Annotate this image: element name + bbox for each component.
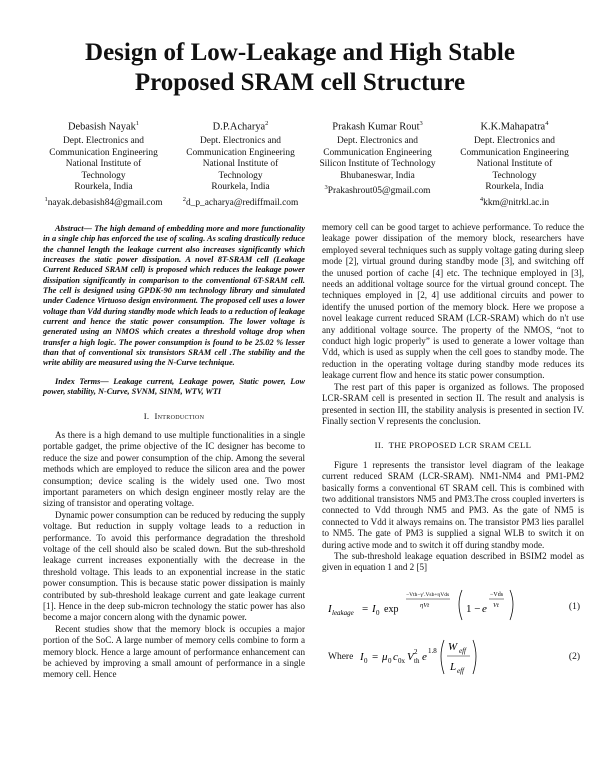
svg-text:1.8: 1.8 [428, 646, 437, 655]
author-email[interactable]: Prakashrout05@gmail.com [327, 186, 431, 197]
equation-2-formula [358, 630, 518, 680]
svg-text:μ: μ [382, 650, 388, 663]
author-1 [35, 118, 172, 210]
right-paragraph-2: The rest part of this paper is organized as follows. The proposed LCR-SRAM cell is presented in section II. The result and analysis is presented in section III, the stability analysis is presented in section IV. Finally section V represents the conclusion. [322, 381, 584, 426]
section-numeral: II. [374, 440, 384, 451]
svg-text:leakage: leakage [332, 608, 354, 617]
equation-1-number: (1) [568, 601, 580, 612]
author-affiliation: Dept. Electronics and Communication Engineering National Institute of Technology Rourkela, India [460, 136, 569, 193]
section2-paragraph-1: Figure 1 represents the transistor level diagram of the leakage current reduced SRAM (LCR-SRAM). NM1-NM4 and PM1-PM2 basically forms a conventional 6T SRAM cell. This is combined with two additional transistors NM5 and PM3.The cross coupled inverters is connected to Vdd through NM5 and PM3. As the gate of NM5 is connected to Vdd it always remains on. The transistor PM3 lies parallel to NM5. The gate of PM3 is supplied a signal WLB to switch it on during active mode and to switch it off during standby mode. [322, 459, 584, 550]
svg-text:th: th [414, 656, 420, 665]
author-email[interactable]: d_p_acharya@rediffmail.com [185, 198, 299, 209]
author-sup: 3 [419, 120, 423, 127]
email-sup: 4 [479, 196, 484, 204]
author-sup: 2 [265, 120, 269, 127]
svg-text:c: c [393, 650, 398, 663]
svg-text:L: L [450, 660, 457, 673]
title-line-2: Proposed SRAM cell Structure [134, 69, 466, 96]
section-heading-proposed-cell [322, 440, 584, 451]
author-name: D.P.Acharya [212, 121, 266, 133]
author-email[interactable]: nayak.debasish84@gmail.com [47, 198, 163, 209]
svg-text:ηVt: ηVt [420, 601, 430, 609]
svg-text:eff: eff [457, 666, 464, 675]
author-name: Prakash Kumar Rout [332, 121, 420, 133]
svg-text:V: V [407, 650, 414, 663]
intro-paragraph-1: As there is a high demand to use multiple functionalities in a single portable gadget, the prime objective of the IC designer has become to reduce the size and power consumption of the chip. Among the several methods which are employed to reduce the silicon area and the power consumption; device scaling is the widely used one. Two most important parameters on which design engineer mostly relay are the sizing of transistor and operating voltage. [43, 429, 305, 509]
svg-text:0x: 0x [398, 656, 405, 665]
equation-2 [322, 630, 584, 680]
intro-paragraph-2: Dynamic power consumption can be reduced by reducing the supply voltage. But reduction in supply voltage leads to a reduction in performance. To avoid this performance degradation the threshold voltage of the cell should also be scaled down. But the sub-threshold leakage current increases exponentially with the decrease in the threshold voltage. This leads to an exponential increase in the static power consumption. This is because static power dissipation is mainly contributed by sub-threshold leakage current and gate leakage current [1]. Hence in the deep sub-micron technology the static power has also become a major concern along with the dynamic power. [43, 509, 305, 623]
index-terms-text: — Leakage current, Leakage power, Static power, Low power, stability, N-Curve, SVNM, SINM, WTV, WTI [43, 376, 305, 397]
email-sup: 1 [44, 196, 48, 204]
author-affiliation: Dept. Electronics and Communication Engineering National Institute of Technology Rourkela, India [49, 136, 158, 193]
author-block [35, 118, 583, 210]
email-sup: 2 [182, 196, 186, 204]
svg-text:−Vds: −Vds [490, 591, 504, 598]
svg-text:0: 0 [388, 656, 392, 665]
left-column [43, 224, 305, 681]
right-column [322, 222, 584, 680]
author-4 [446, 118, 583, 210]
svg-text:I: I [372, 602, 376, 615]
svg-text:e: e [482, 602, 487, 615]
intro-paragraph-3: Recent studies show that the memory block is occupies a major portion of the SoC. A large number of memory cells combine to form a memory block. Hence a large amount of performance enhancement can be achieved by improving a small amount of performance in a single memory cell. Hence [43, 623, 305, 680]
email-sup: 3 [324, 184, 328, 192]
abstract-label: Abstract [55, 224, 84, 233]
title-line-1: Design of Low-Leakage and High Stable [85, 39, 515, 66]
section-numeral: I. [143, 410, 150, 421]
right-paragraph-1: memory cell can be good target to achieve performance. To reduce the leakage power dissipation of the memory block, researchers have employed several techniques such as supply voltage gating during sleep mode [2], virtual ground during standby mode [3], and switching off the unused portion of cache [4] etc. The technique employed in [3], needs an additional voltage source for the virtual ground concept. The techniques employed in [2, 4] use additional circuits and power to identify the unused portion of the memory block. Here we propose a novel leakage current reduced SRAM (LCR-SRAM) which do n't use any additional voltage source. The property of the NMOS, “not to conduct high logic properly” is used to generate a lower voltage than Vdd, which is used as supply when the cell goes to standby mode. The reduction in the operating voltage during standby mode reduces its leakage current flow and hence its static power consumption. [322, 222, 584, 381]
equation-2-number: (2) [568, 651, 580, 662]
svg-text:exp: exp [384, 603, 399, 615]
svg-text:eff: eff [459, 646, 466, 655]
author-email[interactable]: kkm@nitrkl.ac.in [483, 198, 550, 209]
section-heading-introduction [43, 411, 305, 422]
equation-1 [322, 582, 584, 628]
svg-text:=: = [362, 602, 369, 615]
svg-text:e: e [422, 650, 427, 663]
equation-1-formula [322, 582, 552, 628]
abstract-text: — The high demand of embedding more and more functionality in a single chip has enforced the use of scaling. As scaling drastically reduce the channel length the leakage current also increases significantly which increases the static power dissipation. A novel 8T-SRAM cell (Leakage Current Reduced SRAM cell) is proposed which reduces the leakage power dissipation significantly in comparison to the conventional 6T-SRAM cell. The cell is designed using GPDK-90 nm technology library and simulated under Cadence Virtuoso design environment. The proposed cell uses a lower voltage than Vdd during standby mode which leads to a reduction of leakage current and hence the static power consumption. The lower voltage is generated using an NMOS which creates a threshold voltage drop when transfer a high logic. The power consumption is found to be 25.02 % lesser than that of conventional six transistors SRAM cell .The stability and the write ability are measured using the N-Curve technique. [43, 224, 305, 368]
svg-text:1 −: 1 − [466, 602, 481, 615]
paper-title [30, 38, 570, 98]
author-sup: 1 [135, 120, 140, 127]
author-3 [309, 118, 446, 210]
author-2 [172, 118, 309, 210]
author-name: Debasish Nayak [67, 121, 136, 133]
svg-text:W: W [448, 640, 458, 653]
svg-text:Vt: Vt [493, 601, 499, 609]
svg-text:I: I [360, 650, 364, 663]
svg-text:I: I [328, 602, 332, 615]
svg-text:0: 0 [364, 656, 368, 665]
author-affiliation: Dept. Electronics and Communication Engineering Silicon Institute of Technology Bhubaneswar, India [319, 136, 436, 181]
abstract [43, 224, 305, 369]
index-terms-label: Index Terms [55, 376, 101, 386]
svg-text:0: 0 [376, 608, 380, 617]
author-name: K.K.Mahapatra [480, 121, 546, 133]
section-title: Introduction [154, 410, 205, 421]
section2-paragraph-2: The sub-threshold leakage equation described in BSIM2 model as given in equation 1 and 2 [5] [322, 550, 584, 573]
svg-text:2: 2 [414, 647, 418, 656]
author-affiliation: Dept. Electronics and Communication Engineering National Institute of Technology Rourkela, India [186, 136, 295, 193]
equation-2-where: Where [328, 651, 354, 662]
index-terms [43, 377, 305, 398]
svg-text:−Vth−γ′.Vsb+ηVds: −Vth−γ′.Vsb+ηVds [406, 591, 450, 598]
author-sup: 4 [545, 120, 549, 127]
svg-text:=: = [372, 650, 379, 663]
section-title: THE PROPOSED LCR SRAM CELL [388, 440, 532, 451]
